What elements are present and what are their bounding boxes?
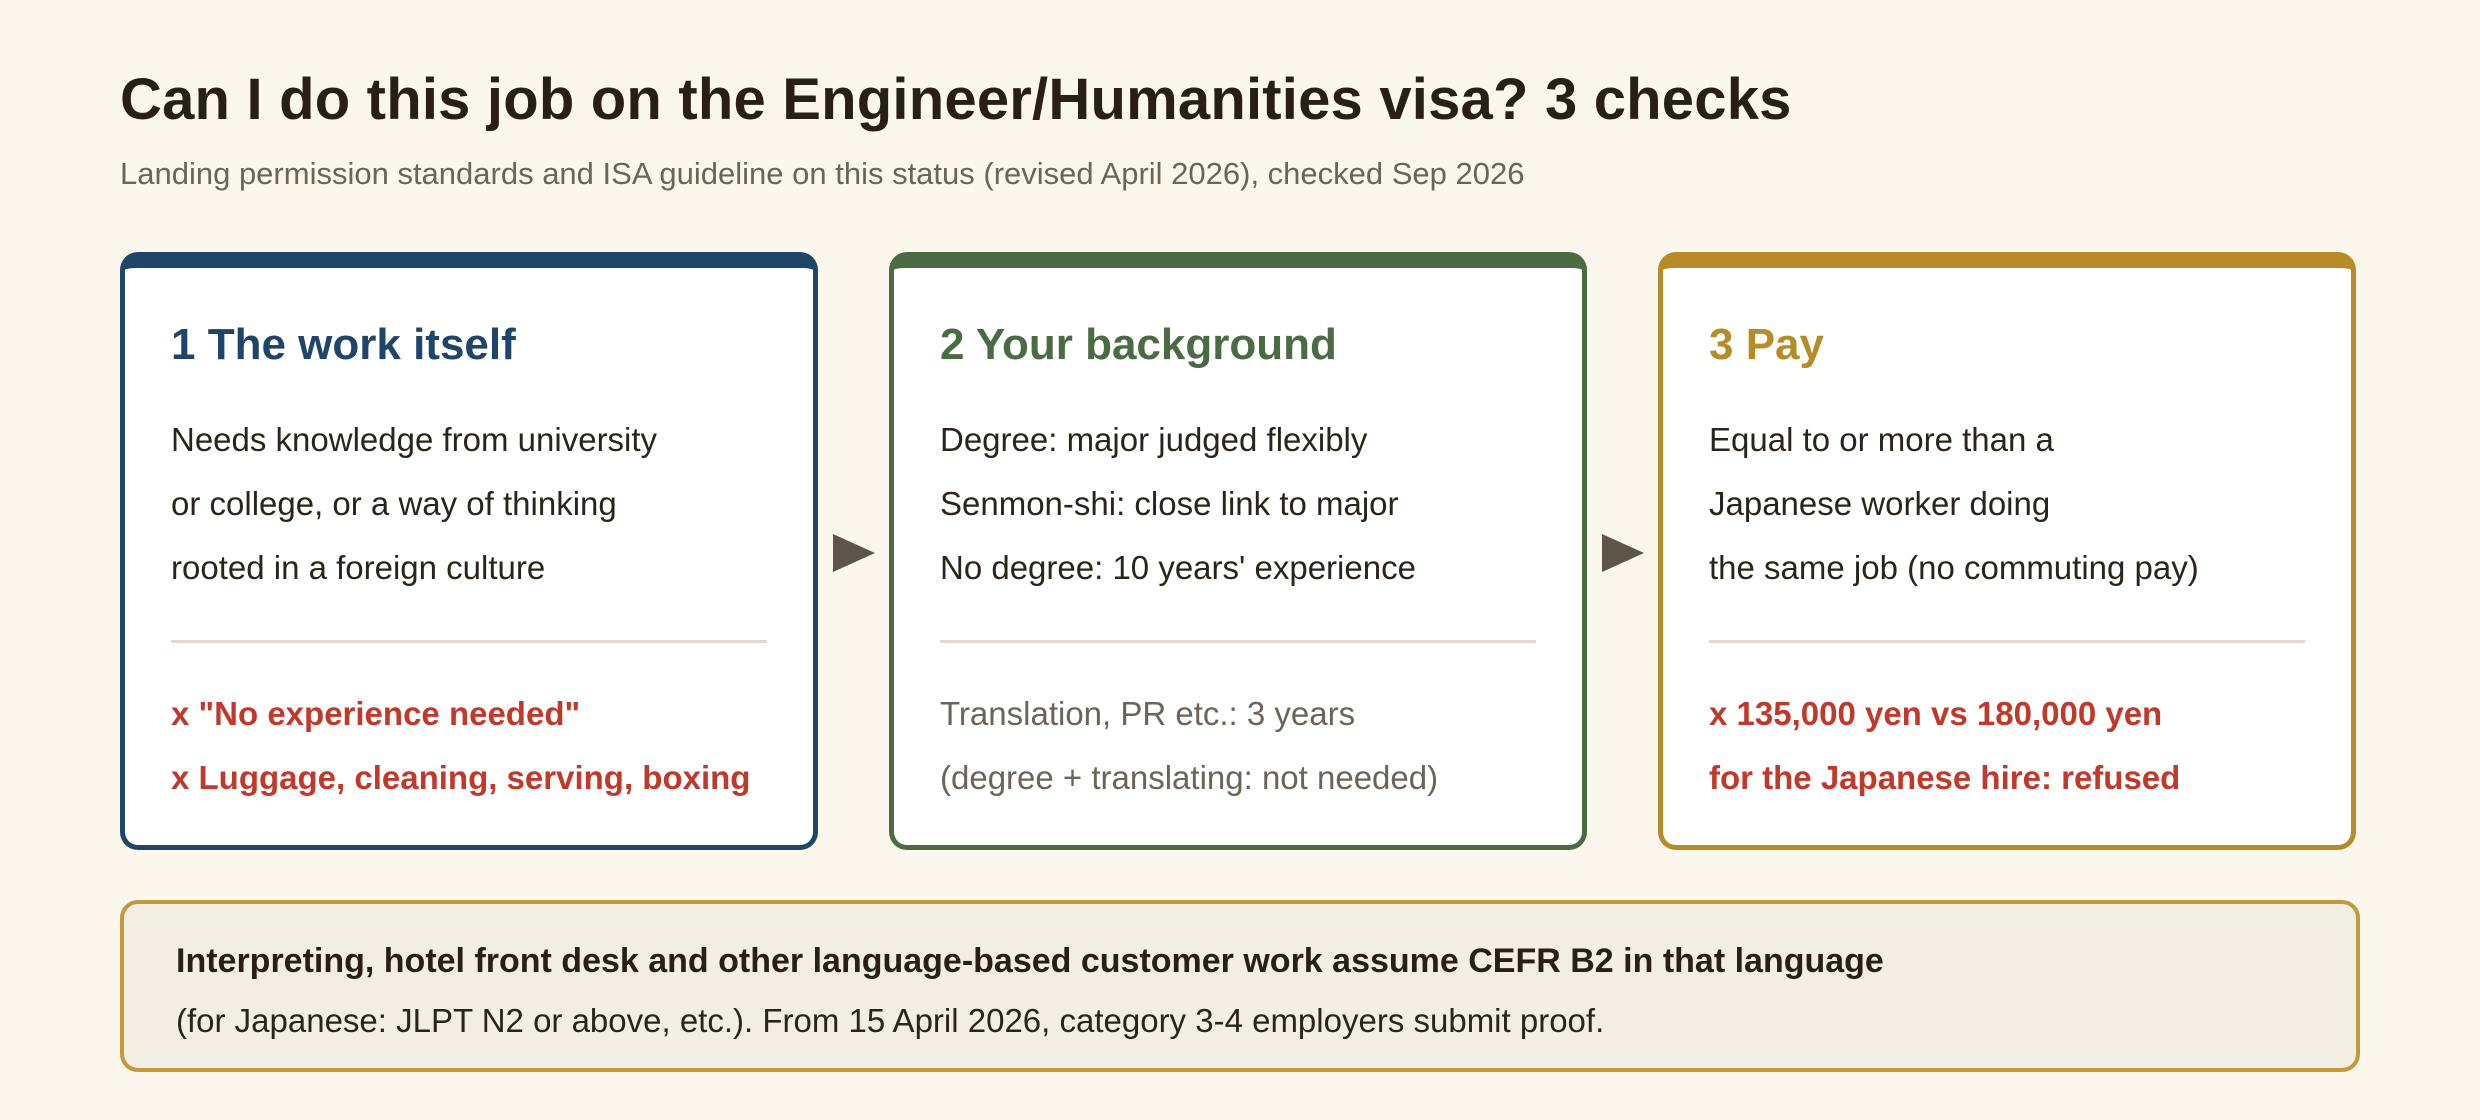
note-line: Translation, PR etc.: 3 years: [940, 695, 1356, 732]
card-divider: [171, 640, 767, 643]
warning-line: for the Japanese hire: refused: [1709, 759, 2181, 796]
card-body-line: No degree: 10 years' experience: [940, 549, 1416, 586]
card-body-line: Japanese worker doing: [1709, 485, 2051, 522]
card-title: 2 Your background: [940, 320, 1337, 369]
card-body-line: rooted in a foreign culture: [171, 549, 546, 586]
warning-line: x 135,000 yen vs 180,000 yen: [1709, 695, 2163, 732]
card-divider: [940, 640, 1536, 643]
card-body-line: the same job (no commuting pay): [1709, 549, 2199, 586]
card-notes-warning: [171, 682, 791, 810]
card-body-line: Equal to or more than a: [1709, 421, 2054, 458]
note-sub-text: (for Japanese: JLPT N2 or above, etc.). From 15 April 2026, category 3-4 employers submit proof.: [176, 1002, 1605, 1039]
card-body: [171, 408, 781, 600]
card-title: 3 Pay: [1709, 320, 1824, 369]
arrow-right-icon: [1602, 534, 1644, 572]
note-line: (degree + translating: not needed): [940, 759, 1439, 796]
card-divider: [1709, 640, 2305, 643]
card-body-line: or college, or a way of thinking: [171, 485, 617, 522]
arrow-right-icon: [833, 534, 875, 572]
language-requirement-note: [120, 900, 2360, 1072]
card-title: 1 The work itself: [171, 320, 516, 369]
card-body-line: Degree: major judged flexibly: [940, 421, 1368, 458]
check-card-background: [889, 252, 1587, 850]
check-card-pay: [1658, 252, 2356, 850]
card-notes-warning: [1709, 682, 2329, 810]
check-card-work: [120, 252, 818, 850]
card-body: [1709, 408, 2319, 600]
page-subtitle: Landing permission standards and ISA guideline on this status (revised April 2026), checked Sep 2026: [120, 156, 1525, 191]
card-body-line: Senmon-shi: close link to major: [940, 485, 1399, 522]
card-body-line: Needs knowledge from university: [171, 421, 658, 458]
card-body: [940, 408, 1550, 600]
page-title: Can I do this job on the Engineer/Humanities visa? 3 checks: [120, 67, 1792, 132]
card-notes: [940, 682, 1560, 810]
warning-line: x Luggage, cleaning, serving, boxing: [171, 759, 751, 796]
warning-line: x "No experience needed": [171, 695, 581, 732]
note-main-text: Interpreting, hotel front desk and other language-based customer work assume CEFR B2 in that language: [176, 942, 1884, 980]
